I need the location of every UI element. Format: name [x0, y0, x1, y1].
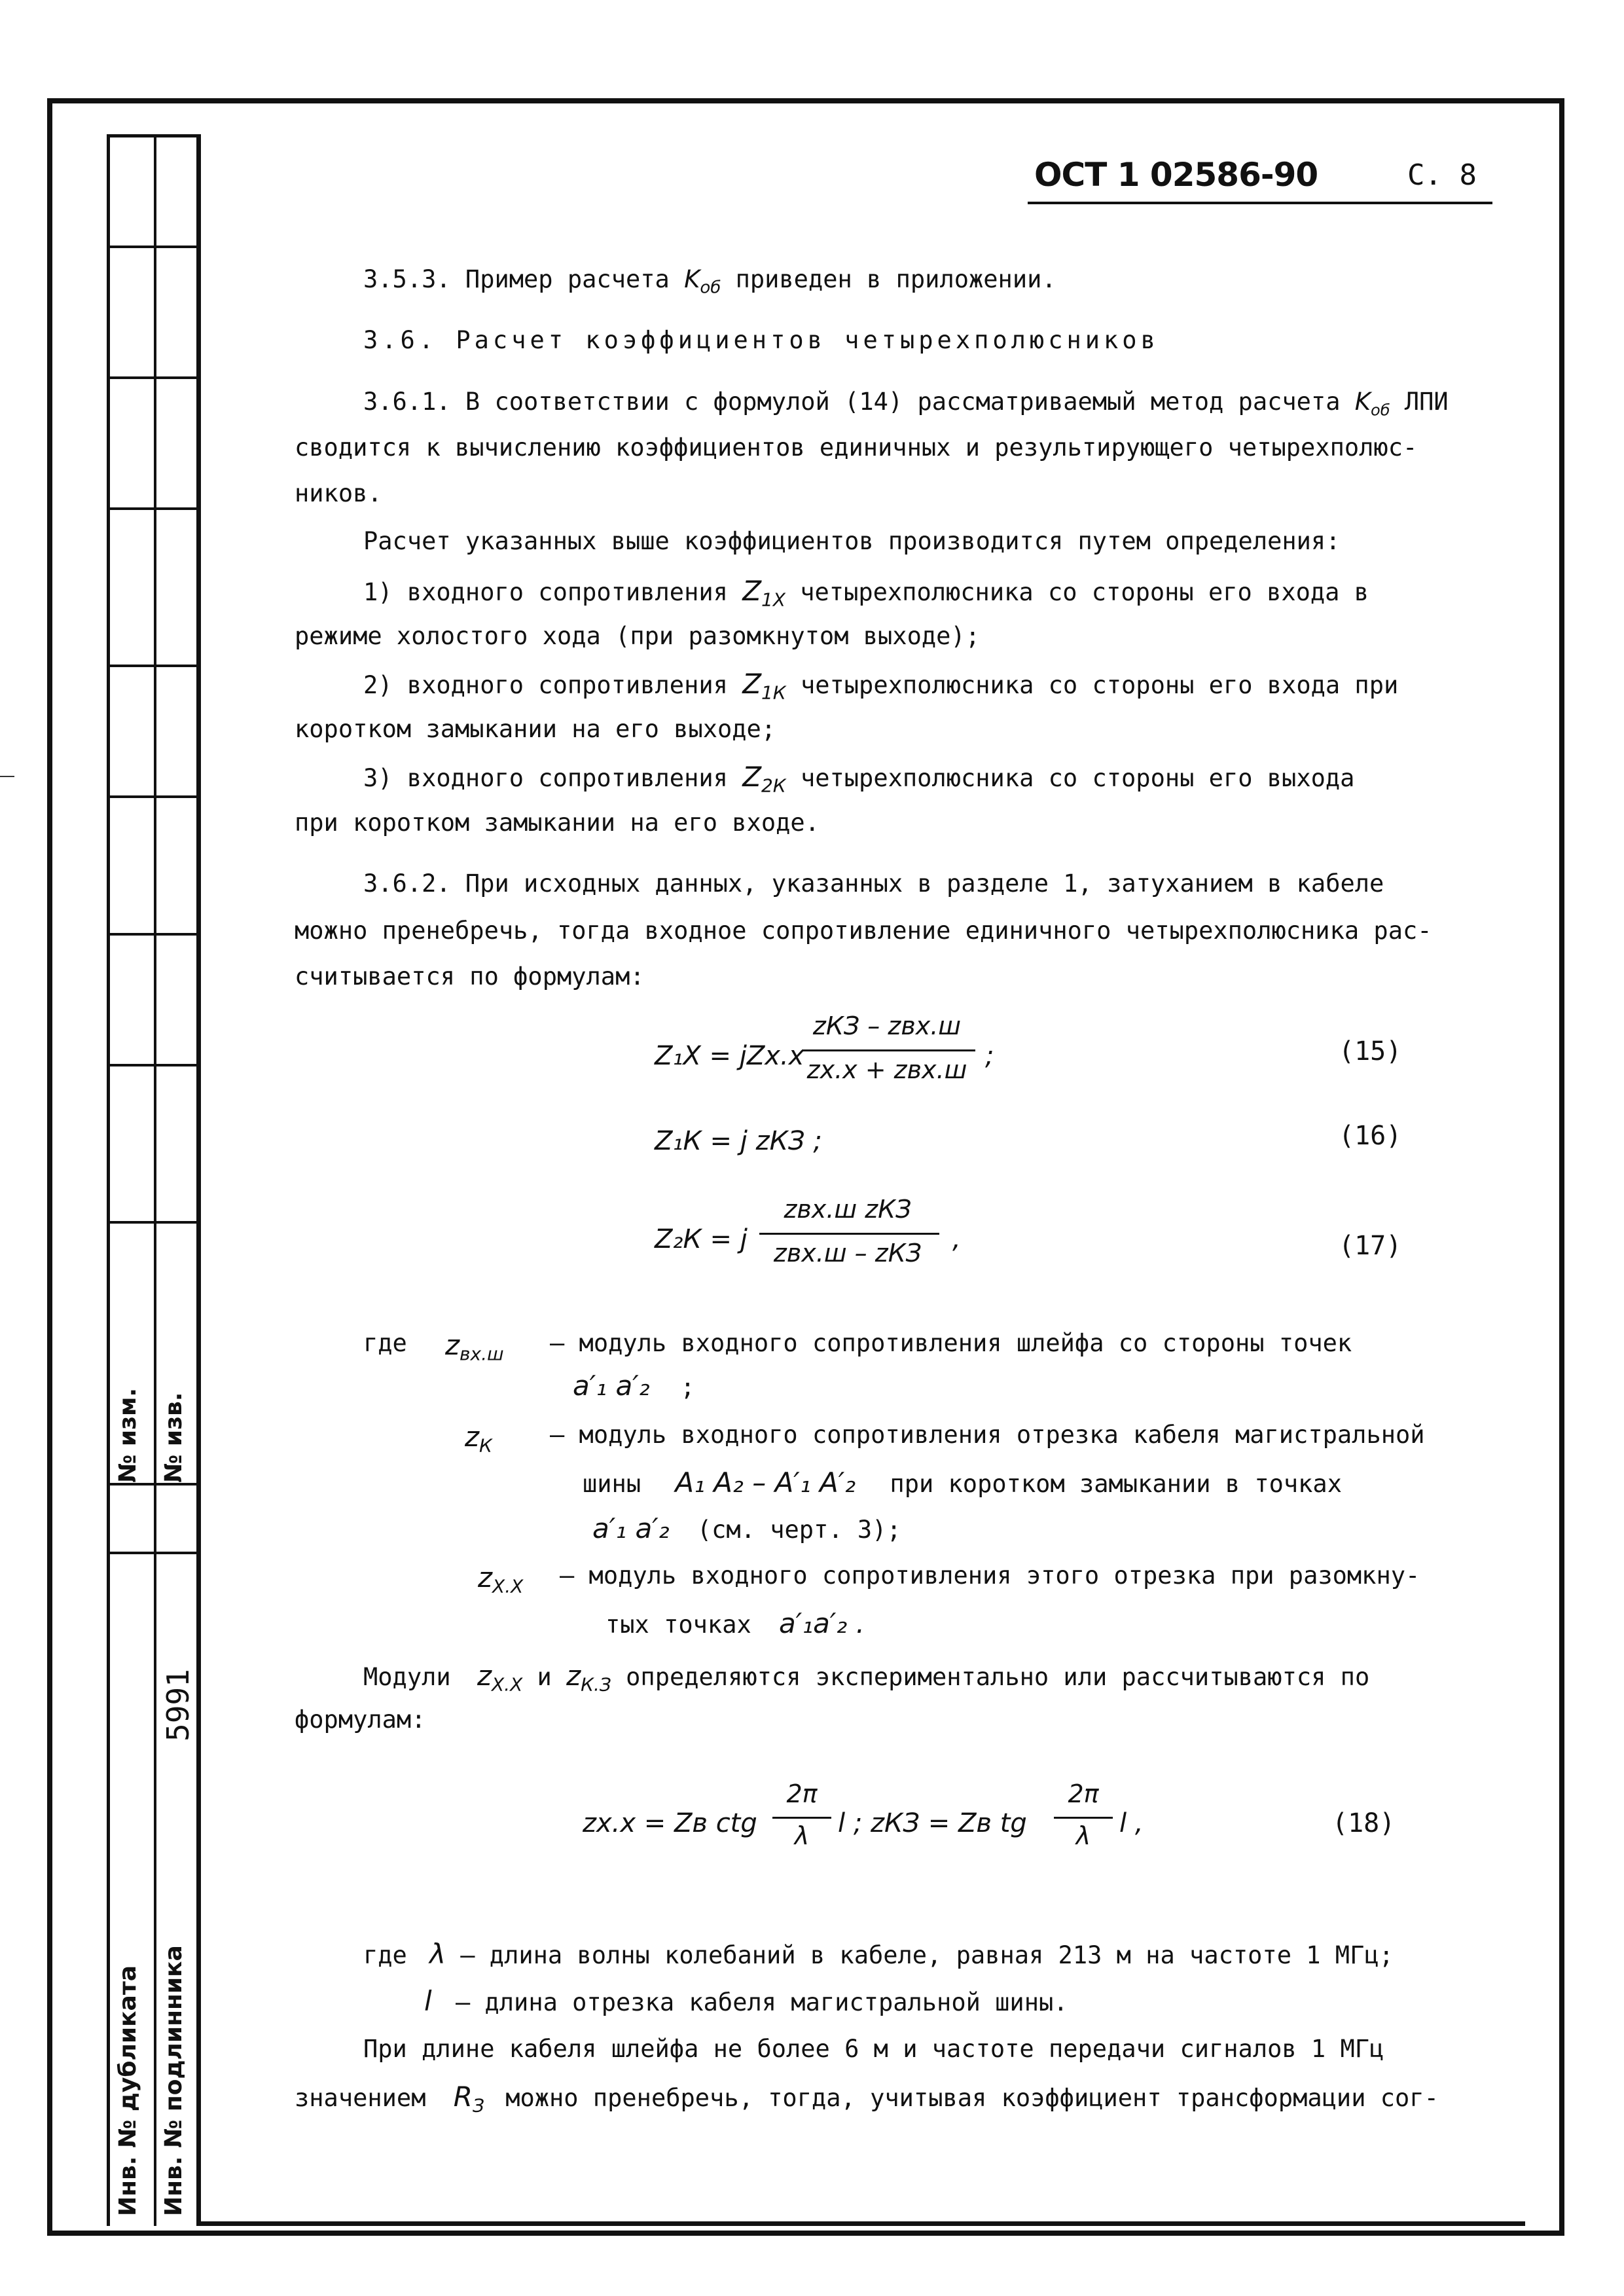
page-number: С. 8 — [1407, 158, 1477, 192]
eq18-frac1-num: 2π — [786, 1779, 818, 1808]
eq15-fraction-bar — [802, 1049, 975, 1051]
eq15-tail: ; — [985, 1041, 994, 1071]
strip-rule — [107, 665, 196, 667]
strip-original-number: 5991 — [160, 1669, 196, 1741]
list-item-3-cont: при коротком замыкании на его входе. — [295, 809, 820, 837]
eq18-part3: l , — [1119, 1808, 1144, 1838]
eq17-numerator: zвх.ш zКЗ — [784, 1195, 912, 1224]
side-strip-divider — [154, 134, 156, 2226]
paragraph-3-6-2-line: можно пренебречь, тогда входное сопротивление единичного четырехполюсника рас- — [295, 917, 1432, 945]
eq18-frac2-num: 2π — [1068, 1779, 1099, 1808]
strip-rule — [107, 1221, 196, 1224]
where-zk-text: – модуль входного сопротивления отрезка кабеля магистральной — [550, 1421, 1425, 1449]
eq15-number: (15) — [1339, 1036, 1402, 1066]
where-zvxsh-symbol: $z_{вх.ш}$ — [445, 1329, 504, 1365]
strip-label-duplicate-inv: Инв. № дубликата — [115, 1965, 141, 2216]
section-heading-3-6: 3.6. Расчет коэффициентов четырехполюсников — [363, 326, 1159, 354]
eq18-number: (18) — [1332, 1808, 1396, 1838]
eq17-tail: , — [952, 1224, 961, 1254]
eq18-frac1-den: λ — [794, 1821, 810, 1850]
list-item-3: 3) входного сопротивления $Z_{2К}$ четырехполюсника со стороны его выхода — [363, 761, 1355, 797]
eq18-frac1-bar — [772, 1817, 831, 1819]
paragraph-3-6-2-line: 3.6.2. При исходных данных, указанных в разделе 1, затуханием в кабеле — [363, 869, 1384, 898]
list-item-2: 2) входного сопротивления $Z_{1К}$ четырехполюсника со стороны его входа при — [363, 668, 1399, 704]
where-zvxsh-points: a′₁ a′₂ ; — [573, 1370, 695, 1402]
eq15-numerator: zКЗ – zвх.ш — [812, 1011, 962, 1040]
header-rule — [1028, 202, 1492, 204]
paragraph-3-6-1-line: сводится к вычислению коэффициентов единичных и результирующего четырехполюс- — [295, 433, 1418, 462]
paragraph-3-5-3: 3.5.3. Пример расчета $K_{об}$ приведен в приложении. — [363, 265, 1056, 298]
margin-tick — [0, 776, 14, 777]
where-zxx-symbol: $z_{Х.Х}$ — [478, 1561, 524, 1597]
strip-label-original-inv: Инв. № подлинника — [160, 1945, 187, 2216]
where-lead: где — [363, 1329, 407, 1357]
strip-rule — [107, 933, 196, 936]
eq18-part1: zх.х = Zв ctg — [583, 1808, 757, 1838]
eq15-denominator: zх.х + zвх.ш — [806, 1055, 967, 1084]
eq16-number: (16) — [1339, 1121, 1402, 1151]
l-definition: l – длина отрезка кабеля магистральной шины. — [424, 1985, 1068, 2017]
eq17-fraction-bar — [759, 1233, 939, 1235]
moduli-line: Модули $z_{Х.Х}$ и $z_{К.З}$ определяются экспериментально или рассчитываются по — [363, 1660, 1370, 1696]
strip-rule — [107, 376, 196, 379]
strip-rule — [107, 246, 196, 248]
where-zxx-text: – модуль входного сопротивления этого отрезка при разомкну- — [560, 1561, 1420, 1590]
lambda-definition: где λ – длина волны колебаний в кабеле, равная 213 м на частоте 1 МГц; — [363, 1938, 1394, 1970]
strip-rule — [107, 1064, 196, 1066]
list-item-1-cont: режиме холостого хода (при разомкнутом выходе); — [295, 622, 980, 650]
list-item-2-cont: коротком замыкании на его выходе; — [295, 715, 776, 743]
strip-rule — [107, 1483, 196, 1485]
strip-rule — [107, 507, 196, 510]
eq18-frac2-den: λ — [1075, 1821, 1091, 1850]
strip-rule — [107, 795, 196, 798]
list-item-1: 1) входного сопротивления $Z_{1Х}$ четырехполюсника со стороны его входа в — [363, 575, 1369, 611]
paragraph-3-6-1-line: ников. — [295, 479, 382, 507]
page-header — [1034, 156, 1492, 202]
where-zk-line3: a′₁ a′₂ (см. черт. 3); — [592, 1512, 901, 1544]
eq17-denominator: zвх.ш – zКЗ — [773, 1239, 922, 1267]
paragraph-3-6-1-line: 3.6.1. В соответствии с формулой (14) рассматриваемый метод расчета $K_{об}$ ЛПИ — [363, 388, 1449, 420]
final-paragraph-line-2: значением $R_З$ можно пренебречь, тогда, учитывая коэффициент трансформации сог- — [295, 2081, 1439, 2117]
paragraph-3-6-2-line: считывается по формулам: — [295, 962, 645, 991]
eq17-lhs: Z₂К = j — [655, 1224, 748, 1254]
document-code: ОСТ 1 02586-90 — [1034, 156, 1318, 194]
where-zk-line2: шины A₁ A₂ – A′₁ A′₂ при коротком замыкании в точках — [583, 1467, 1342, 1499]
side-stamp-strip — [107, 134, 196, 2226]
strip-label-change-no: № изм. — [115, 1387, 141, 1483]
eq18-part2: l ; zКЗ = Zв tg — [838, 1808, 1027, 1838]
moduli-line-2: формулам: — [295, 1705, 426, 1734]
strip-rule — [107, 1552, 196, 1554]
paragraph-3-6-1-line: Расчет указанных выше коэффициентов производится путем определения: — [363, 527, 1341, 555]
where-zxx-line2: тых точках a′₁a′₂ . — [605, 1607, 865, 1639]
eq18-frac2-bar — [1054, 1817, 1113, 1819]
eq17-number: (17) — [1339, 1231, 1402, 1261]
where-zk-symbol: $z_К$ — [465, 1421, 492, 1457]
final-paragraph-line: При длине кабеля шлейфа не более 6 м и частоте передачи сигналов 1 МГц — [363, 2035, 1384, 2063]
eq16-expr: Z₁К = j zКЗ ; — [655, 1126, 822, 1156]
where-zvxsh-text: – модуль входного сопротивления шлейфа со стороны точек — [550, 1329, 1352, 1357]
eq15-lhs: Z₁Х = jZх.х — [655, 1041, 804, 1071]
strip-label-notice-no: № изв. — [160, 1392, 187, 1483]
